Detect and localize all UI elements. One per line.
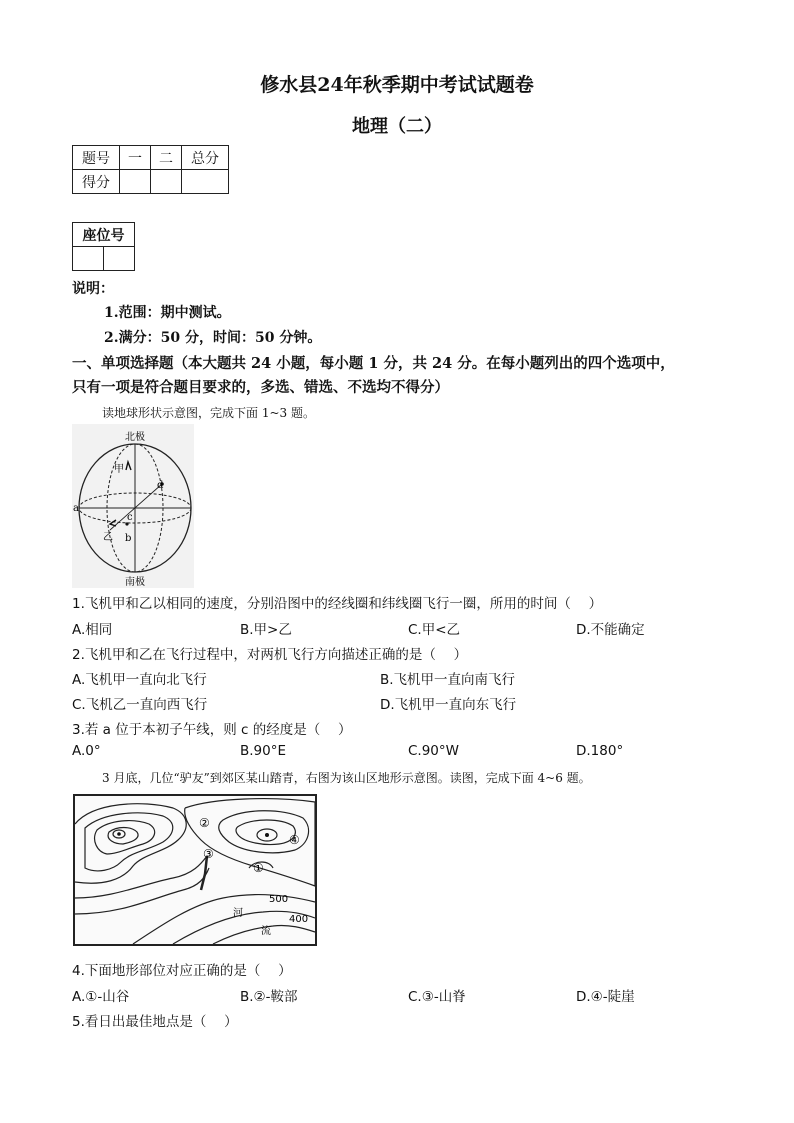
label-liu: 流 <box>261 926 271 937</box>
label-north: 北极 <box>125 432 145 443</box>
score-table-empty-cell[interactable] <box>151 170 182 194</box>
section-heading-line2: 只有一项是符合题目要求的，多选、错选、不选均不得分） <box>72 379 449 396</box>
score-table-header-cell: 二 <box>151 146 182 170</box>
question-stem: 2.飞机甲和乙在飞行过程中，对两机飞行方向描述正确的是（ ） <box>72 647 468 663</box>
page-title: 修水县24年秋季期中考试试题卷 <box>260 74 534 96</box>
page-subtitle: 地理（二） <box>352 116 442 137</box>
label-south: 南极 <box>125 577 145 588</box>
option-a[interactable]: A.相同 <box>72 622 113 638</box>
score-table-empty-cell[interactable] <box>182 170 229 194</box>
score-table-header-cell: 题号 <box>73 146 120 170</box>
option-c[interactable]: C.③-山脊 <box>408 989 466 1005</box>
question-stem: 1.飞机甲和乙以相同的速度，分别沿图中的经线圈和纬线圈飞行一圈，所用的时间（ ） <box>72 596 603 612</box>
seat-table-empty-cell[interactable] <box>73 247 104 271</box>
label-400: 400 <box>289 914 309 925</box>
seat-table-empty-cell[interactable] <box>104 247 135 271</box>
score-table-empty-cell[interactable] <box>120 170 151 194</box>
peak-dot <box>117 832 121 836</box>
option-b[interactable]: B.②-鞍部 <box>240 989 298 1005</box>
question-stem: 5.看日出最佳地点是（ ） <box>72 1014 238 1030</box>
label-a: a <box>73 503 79 514</box>
option-c[interactable]: C.甲<乙 <box>408 622 461 638</box>
option-d[interactable]: D.④-陡崖 <box>576 989 635 1005</box>
contour-map <box>73 794 317 946</box>
label-500: 500 <box>269 894 289 905</box>
label-p4: ④ <box>289 833 300 847</box>
question-stem: 4.下面地形部位对应正确的是（ ） <box>72 963 292 979</box>
option-a[interactable]: A.飞机甲一直向北飞行 <box>72 672 207 688</box>
peak-dot <box>265 833 269 837</box>
score-table-header-cell: 一 <box>120 146 151 170</box>
map-frame <box>74 795 316 945</box>
option-d[interactable]: D.不能确定 <box>576 622 645 638</box>
group2-intro: 3 月底，几位“驴友”到郊区某山踏青，右图为该山区地形示意图。读图，完成下面 4~6 题。 <box>102 771 591 785</box>
score-table-header-cell: 总分 <box>182 146 229 170</box>
label-b: b <box>125 533 132 544</box>
instruction-item: 1.范围：期中测试。 <box>104 305 231 321</box>
option-c[interactable]: C.90°W <box>408 743 459 759</box>
instructions-label: 说明： <box>72 281 114 297</box>
diagram-background <box>72 424 194 588</box>
question-stem: 3.若 a 位于本初子午线，则 c 的经度是（ ） <box>72 722 352 738</box>
option-a[interactable]: A.①-山谷 <box>72 989 130 1005</box>
group1-intro: 读地球形状示意图，完成下面 1~3 题。 <box>102 406 315 420</box>
label-jia: 甲 <box>114 464 124 475</box>
label-he: 河 <box>233 908 243 919</box>
label-p2: ② <box>199 816 210 830</box>
label-p1: ① <box>253 861 264 875</box>
option-a[interactable]: A.0° <box>72 743 101 759</box>
option-b[interactable]: B.90°E <box>240 743 287 759</box>
option-c[interactable]: C.飞机乙一直向西飞行 <box>72 697 208 713</box>
instruction-item: 2.满分：50 分，时间：50 分钟。 <box>104 330 322 346</box>
seat-table-label: 座位号 <box>73 223 135 247</box>
section-heading-line1: 一、单项选择题（本大题共 24 小题，每小题 1 分，共 24 分。在每小题列出的四个选项中， <box>72 355 675 372</box>
label-c: c <box>127 512 133 523</box>
option-b[interactable]: B.甲>乙 <box>240 622 292 638</box>
earth-shape-diagram <box>72 424 194 588</box>
score-table-row-label: 得分 <box>73 170 120 194</box>
option-b[interactable]: B.飞机甲一直向南飞行 <box>380 672 516 688</box>
label-yi: 乙 <box>103 532 113 543</box>
label-d: d <box>157 480 164 491</box>
option-d[interactable]: D.飞机甲一直向东飞行 <box>380 697 517 713</box>
seat-table <box>72 222 135 271</box>
score-table <box>72 145 229 194</box>
option-d[interactable]: D.180° <box>576 743 624 759</box>
label-p3: ③ <box>203 847 214 861</box>
